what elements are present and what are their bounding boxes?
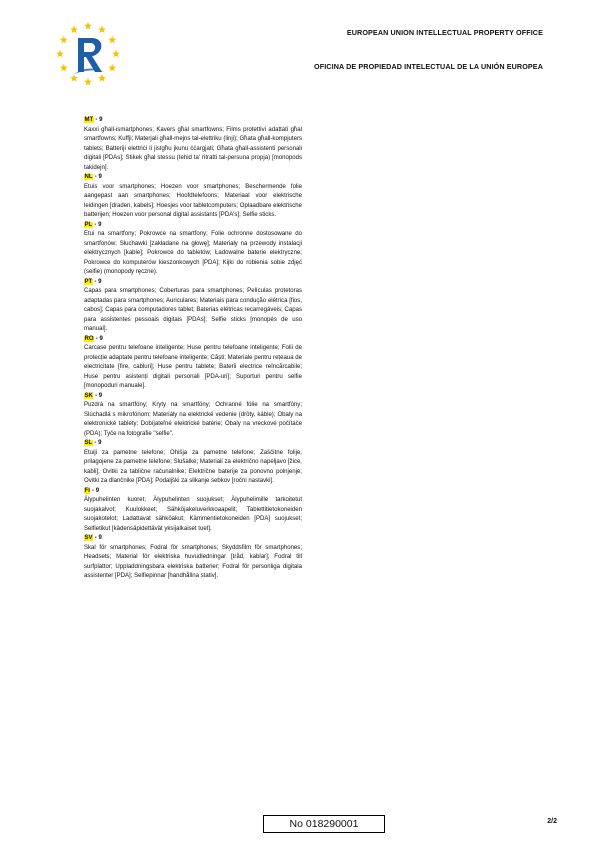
- nice-class: 9: [99, 335, 103, 342]
- logo-star-icon: [98, 26, 106, 34]
- document-number-box: No 018290001: [263, 815, 385, 833]
- entry-header: [84, 278, 302, 288]
- logo-star-icon: [108, 36, 116, 44]
- goods-entry: [84, 221, 302, 278]
- logo-star-icon: [60, 36, 68, 44]
- entry-header: [84, 221, 302, 231]
- office-name-en: EUROPEAN UNION INTELLECTUAL PROPERTY OFFICE: [346, 28, 543, 37]
- language-code: PT: [84, 278, 93, 285]
- logo-star-icon: [70, 74, 78, 82]
- logo-star-icon: [84, 22, 92, 30]
- separator: -: [93, 392, 99, 399]
- language-code: SL: [84, 440, 93, 446]
- language-code: SK: [84, 392, 93, 399]
- logo-star-icon: [108, 64, 116, 72]
- language-code: RO: [84, 335, 94, 342]
- entry-header: [84, 335, 302, 345]
- logo-r-shape: [78, 38, 102, 72]
- goods-entry: [84, 439, 302, 487]
- logo-star-icon: [84, 78, 92, 86]
- logo-star-icon: [112, 50, 120, 58]
- goods-description: Etui na smartfony; Pokrowce na smartfony; Folie ochronne dostosowane do smartfonów; Słuchawki [zakładane na głowę]; Materiały na przewody instalacji elektrycznych [kable]; Pokrowce do tabletów; Ładowalne baterie elektryczne; Pokrowce do komputerów kieszonkowych [PDA]; Kijki do robienia sobie zdjęć (selfie) (monopody ręczne).: [84, 231, 302, 275]
- separator: -: [92, 221, 99, 228]
- nice-class: 9: [98, 440, 102, 446]
- goods-description: Capas para smartphones; Coberturas para smartphones; Películas protetoras adaptadas para smartphones; Auriculares; Materiais para condução elétrica [fios, cabos]; Capas para computadores tablet; Baterias elétricas recarregáveis; Capas para assistentes pessoais digitais [PDAs]; Selfie sticks [monopés de uso manual].: [84, 288, 302, 332]
- language-code: MT: [84, 117, 94, 123]
- nice-class: 9: [98, 221, 102, 228]
- language-code: SV: [84, 535, 93, 541]
- nice-class: 9: [95, 487, 100, 494]
- entry-header: [84, 439, 302, 449]
- entry-header: [84, 487, 302, 497]
- goods-entry: [84, 487, 302, 535]
- logo-star-icon: [98, 74, 106, 82]
- separator: -: [92, 440, 99, 446]
- separator: -: [93, 535, 99, 541]
- goods-description: Puzdrá na smartfóny; Kryty na smartfóny; Ochranné fólie na smartfóny; Slúchadlá s mikrofónom; Materiály na elektrické vedenie (drôty, káble); Obaly na elektronické tablety; Dobíjateľné elektrické batérie; Obaly na vreckové počítače (PDA); Tyče na fotografie "selfie".: [84, 402, 302, 437]
- logo-star-icon: [70, 26, 78, 34]
- euipo-logo-icon: [52, 18, 124, 90]
- language-code: PL: [84, 221, 93, 228]
- separator: -: [94, 335, 100, 342]
- goods-entry: [84, 173, 302, 221]
- nice-class: 9: [98, 535, 102, 541]
- logo-star-icon: [60, 64, 68, 72]
- nice-class: 9: [99, 117, 103, 123]
- separator: -: [92, 278, 99, 285]
- separator: -: [93, 117, 100, 123]
- separator: -: [93, 174, 99, 180]
- goods-list: [84, 116, 302, 582]
- entry-header: [84, 173, 302, 183]
- language-code: FI: [84, 487, 90, 494]
- nice-class: 9: [98, 278, 102, 285]
- entry-header: [84, 534, 302, 544]
- goods-description: Etuiji za pametne telefone; Ohišja za pametne telefone; Zaščitne folije, prilagojene za pametne telefone; Slušalke; Materiali za električno napeljavo [žice, kabli]; Ovitki za tablične računalnike; Električne baterije za ponovno polnjenje; Ovitki za dlančnike [PDA]; Podaljški za slikanje sebkov [ročni nastavki].: [84, 449, 302, 484]
- entry-header: [84, 116, 302, 126]
- goods-description: Älypuhelinten kuoret; Älypuhelinten suojukset; Älypuhelimille tarkoitetut suojakalvot; Kuulokkeet; Sähköjakeluverkkoaapelit; Tablettitietokoneiden suojakotelot; Ladattavat sähköakut; Kämmentietokoneiden [PDA] suojukset; Selfietikut [kädensäpidettävät yksijalkaiset tuet].: [84, 497, 302, 532]
- goods-entry: [84, 392, 302, 440]
- language-code: NL: [84, 174, 93, 180]
- goods-description: Carcase pentru telefoane inteligente; Huse pentru telefoane inteligente; Folii de protecție adaptate pentru telefoane inteligente; Căști; Materiale pentru rețeaua de electricitate [fire, cabluri]; Huse pentru tablete; Baterii electrice reîncărcabile; Huse pentru asistenți digitali personali [PDA-uri]; Suporturi pentru selfie [monopoduri manuale].: [84, 345, 302, 389]
- nice-class: 9: [98, 174, 102, 180]
- goods-description: Etuis voor smartphones; Hoezen voor smartphones; Beschermende folie aangepast aan smartphones; Hoofdtelefoons; Materiaal voor elektrische leidingen [draden, kabels]; Hoesjes voor tabletcomputers; Oplaadbare elektrische batterijen; Hoezen voor personal digital assistants [PDA's]; Selfie sticks.: [84, 183, 302, 218]
- separator: -: [90, 487, 96, 494]
- goods-entry: [84, 278, 302, 335]
- page-number: 2/2: [547, 818, 557, 825]
- nice-class: 9: [98, 392, 103, 399]
- logo-star-icon: [56, 50, 64, 58]
- entry-header: [84, 392, 302, 402]
- goods-description: Skal för smartphones; Fodral för smartphones; Skyddsfilm för smartphones; Headsets; Material för elektriska huvudledningar [tråd, kablar]; Fodral till surfplattor; Uppladdningsbara elektriska batterier; Fodral för personliga digitala assistenter [PDA]; Selfiepinnar [handhållna stativ].: [84, 544, 302, 579]
- goods-entry: [84, 335, 302, 392]
- goods-entry: [84, 116, 302, 173]
- goods-description: Kaxxi għall-ismartphones; Kavers għal smartfowns; Films protettivi adattati għal smartfowns; Kuffji; Materjali għall-mejns tal-elettriku (linji); Għata għall-kompjuters tablets; Batteriji elettriċi li jistgħu jkunu ċċargjati; Għata għall-assistenti personali diġitali [PDAs]; Stikek għal stessu (tehid ta' ritratti tal-persuna propja) [monopods takidejn].: [84, 126, 302, 171]
- office-name-es: OFICINA DE PROPIEDAD INTELECTUAL DE LA UNIÓN EUROPEA: [314, 62, 543, 71]
- goods-entry: [84, 534, 302, 582]
